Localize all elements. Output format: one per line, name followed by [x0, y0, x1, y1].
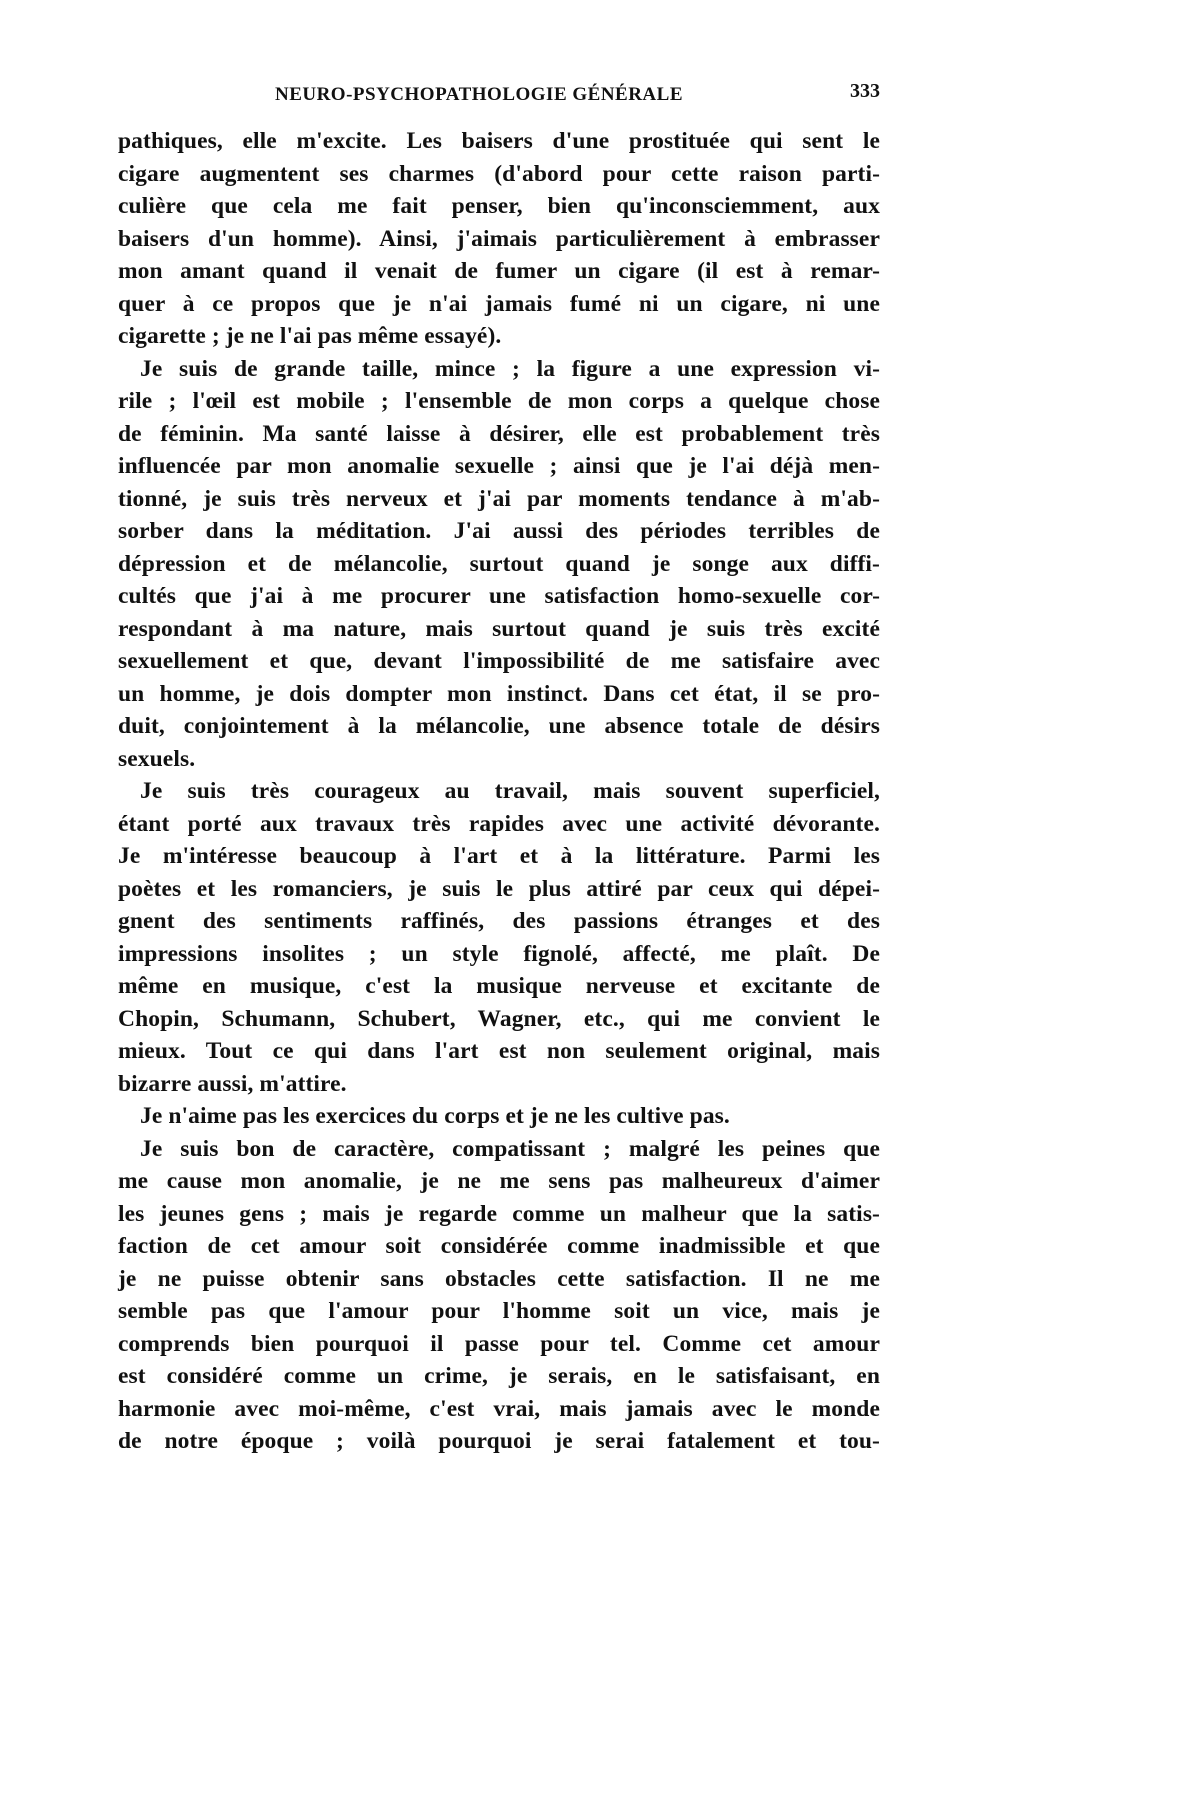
text-line: de notre époque ; voilà pourquoi je serai fatalement et tou-: [118, 1428, 880, 1454]
paragraph: [118, 1133, 880, 1458]
text-line: Je suis très courageux au travail, mais souvent superficiel,: [140, 778, 880, 804]
text-line: je ne puisse obtenir sans obstacles cette satisfaction. Il ne me: [118, 1265, 880, 1292]
text-line: bizarre aussi, m'attire.: [118, 1070, 347, 1097]
text-line: impressions insolites ; un style fignolé, affecté, me plaît. De: [118, 940, 880, 967]
text-line: cigarette ; je ne l'ai pas même essayé).: [118, 323, 502, 349]
text-line: un homme, je dois dompter mon instinct. Dans cet état, il se pro-: [118, 680, 880, 707]
text-line: duit, conjointement à la mélancolie, une absence totale de désirs: [118, 713, 880, 739]
text-line: de féminin. Ma santé laisse à désirer, elle est probablement très: [118, 420, 880, 447]
text-line: mon amant quand il venait de fumer un cigare (il est à remar-: [118, 258, 880, 284]
text-line: Je n'aime pas les exercices du corps et je ne les cultive pas.: [140, 1103, 730, 1129]
text-line: Je m'intéresse beaucoup à l'art et à la littérature. Parmi les: [118, 843, 880, 869]
text-line: baisers d'un homme). Ainsi, j'aimais particulièrement à embrasser: [118, 225, 880, 252]
text-line: influencée par mon anomalie sexuelle ; ainsi que je l'ai déjà men-: [118, 453, 880, 479]
paragraph: [118, 775, 880, 1100]
paragraph: [118, 125, 880, 353]
text-line: quer à ce propos que je n'ai jamais fumé ni un cigare, ni une: [118, 290, 880, 317]
text-line: cultés que j'ai à me procurer une satisfaction homo-sexuelle cor-: [118, 583, 880, 609]
paragraph: [118, 1100, 880, 1133]
text-line: sexuellement et que, devant l'impossibilité de me satisfaire avec: [118, 648, 880, 674]
paragraph: [118, 353, 880, 776]
text-line: cigare augmentent ses charmes (d'abord pour cette raison parti-: [118, 160, 880, 187]
text-line: mieux. Tout ce qui dans l'art est non seulement original, mais: [118, 1038, 880, 1064]
text-line: pathiques, elle m'excite. Les baisers d'une prostituée qui sent le: [118, 128, 880, 154]
text-line: gnent des sentiments raffinés, des passions étranges et des: [118, 908, 880, 934]
page-header: [118, 78, 880, 112]
text-line: Chopin, Schumann, Schubert, Wagner, etc., qui me convient le: [118, 1005, 880, 1032]
text-line: faction de cet amour soit considérée comme inadmissible et que: [118, 1233, 880, 1259]
text-line: Je suis de grande taille, mince ; la figure a une expression vi-: [140, 355, 880, 382]
text-line: semble pas que l'amour pour l'homme soit un vice, mais je: [118, 1298, 880, 1324]
page-number: 333: [850, 80, 880, 102]
text-line: sorber dans la méditation. J'ai aussi des périodes terribles de: [118, 518, 880, 544]
running-title: NEURO-PSYCHOPATHOLOGIE GÉNÉRALE: [274, 84, 684, 105]
text-line: culière que cela me fait penser, bien qu'inconsciemment, aux: [118, 193, 880, 219]
text-line: même en musique, c'est la musique nerveuse et excitante de: [118, 973, 880, 999]
text-line: sexuels.: [118, 745, 196, 772]
text-line: Je suis bon de caractère, compatissant ; malgré les peines que: [140, 1135, 880, 1162]
text-line: me cause mon anomalie, je ne me sens pas malheureux d'aimer: [118, 1168, 880, 1194]
text-line: étant porté aux travaux très rapides avec une activité dévorante.: [118, 810, 880, 837]
text-line: est considéré comme un crime, je serais, en le satisfaisant, en: [118, 1363, 880, 1389]
text-line: comprends bien pourquoi il passe pour tel. Comme cet amour: [118, 1330, 880, 1357]
text-line: poètes et les romanciers, je suis le plus attiré par ceux qui dépei-: [118, 875, 880, 902]
text-line: les jeunes gens ; mais je regarde comme un malheur que la satis-: [118, 1200, 880, 1227]
text-line: tionné, je suis très nerveux et j'ai par moments tendance à m'ab-: [118, 485, 880, 512]
body-text: [118, 125, 880, 1458]
text-line: harmonie avec moi-même, c'est vrai, mais jamais avec le monde: [118, 1395, 880, 1422]
text-line: dépression et de mélancolie, surtout quand je songe aux diffi-: [118, 550, 880, 577]
text-line: rile ; l'œil est mobile ; l'ensemble de mon corps a quelque chose: [118, 388, 880, 414]
text-line: respondant à ma nature, mais surtout quand je suis très excité: [118, 615, 880, 642]
